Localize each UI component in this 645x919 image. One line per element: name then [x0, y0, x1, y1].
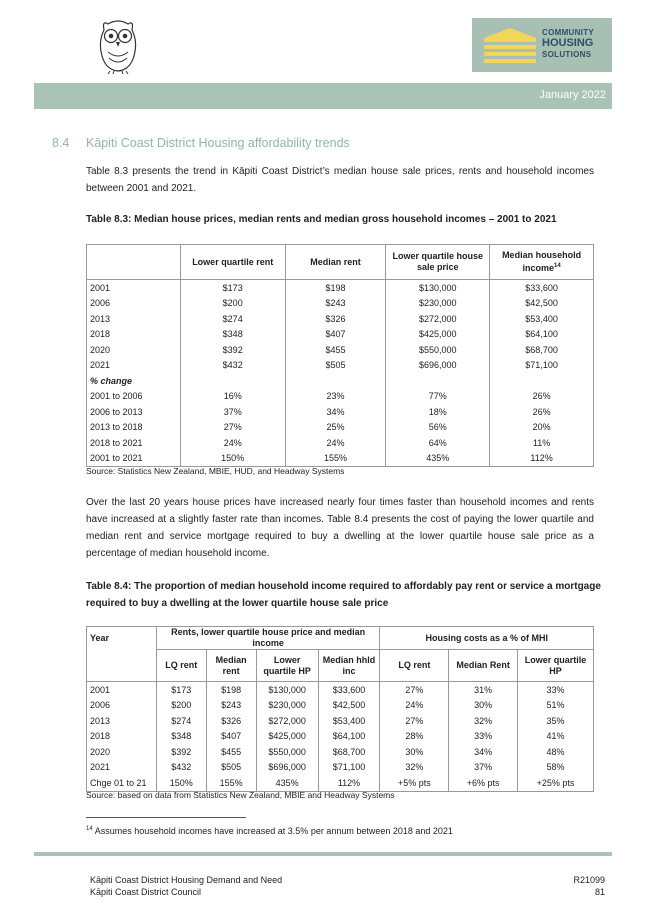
table2-subheader-blank	[87, 650, 157, 682]
table-cell: $392	[156, 744, 206, 760]
table-row	[87, 698, 594, 714]
header-date: January 2022	[539, 89, 606, 101]
table-cell: $68,700	[490, 342, 594, 358]
table-cell: 31%	[449, 682, 518, 698]
table-cell: $348	[156, 729, 206, 745]
change-label: % change	[87, 373, 181, 389]
table-cell: $696,000	[386, 358, 490, 374]
table-row	[87, 404, 594, 420]
footnote-text: Assumes household incomes have increased at 3.5% per annum between 2018 and 2021	[92, 826, 453, 836]
analysis-paragraph: Over the last 20 years house prices have increased nearly four times faster than household incomes and rents have increased at a slightly faster rate than incomes. Table 8.4 presents the cost of paying the lower quartile and median rent and service mortgage required to buy a dwelling at the lower quartile house sale price as a percentage of median household income.	[86, 497, 594, 559]
page-number: 81	[594, 887, 605, 897]
table-cell: 37%	[449, 760, 518, 776]
table-cell: 27%	[180, 420, 285, 436]
footer-band	[34, 852, 612, 856]
table-cell: 16%	[180, 389, 285, 405]
table-cell: 26%	[490, 389, 594, 405]
table-cell: $274	[180, 311, 285, 327]
table-cell: $455	[206, 744, 256, 760]
table-cell: $173	[156, 682, 206, 698]
table-cell: $425,000	[386, 327, 490, 343]
table1-header: Lower quartile house sale price	[386, 245, 490, 280]
table-cell: $432	[180, 358, 285, 374]
table-cell: $71,100	[490, 358, 594, 374]
section-title: Kāpiti Coast District Housing affordability trends	[86, 136, 350, 150]
table-cell: $71,100	[318, 760, 380, 776]
table-cell: $68,700	[318, 744, 380, 760]
table-cell	[386, 373, 490, 389]
header-band	[34, 83, 612, 109]
table-row	[87, 744, 594, 760]
row-label: 2021	[87, 358, 181, 374]
table-row	[87, 342, 594, 358]
table-cell: $407	[285, 327, 386, 343]
logo-line-2: HOUSING	[542, 37, 594, 49]
table-row	[87, 713, 594, 729]
table-cell: $130,000	[386, 280, 490, 296]
table-cell: $173	[180, 280, 285, 296]
table1-source: Source: Statistics New Zealand, MBIE, HUD, and Headway Systems	[86, 466, 345, 476]
table-row	[87, 280, 594, 296]
table2-group-2: Housing costs as a % of MHI	[380, 627, 594, 650]
table-cell: 112%	[490, 451, 594, 467]
table-cell: 24%	[285, 435, 386, 451]
footer-report-code: R21099	[573, 875, 605, 885]
table-row	[87, 296, 594, 312]
table-cell: 32%	[380, 760, 449, 776]
footnote-divider	[86, 817, 246, 818]
table2-subheader: Median Rent	[449, 650, 518, 682]
table-cell: 51%	[518, 698, 594, 714]
table-cell: 28%	[380, 729, 449, 745]
table-cell: 77%	[386, 389, 490, 405]
table-cell: $550,000	[256, 744, 318, 760]
row-label: 2006 to 2013	[87, 404, 181, 420]
table-cell: 155%	[285, 451, 386, 467]
table1-header	[490, 245, 594, 280]
table-cell: 435%	[386, 451, 490, 467]
row-label: 2020	[87, 342, 181, 358]
footnote-ref: 14	[553, 263, 561, 269]
table-cell	[180, 373, 285, 389]
footer-council: Kāpiti Coast District Council	[90, 887, 202, 897]
table-row	[87, 311, 594, 327]
table-cell: 34%	[449, 744, 518, 760]
table1-caption: Table 8.3: Median house prices, median rents and median gross household incomes – 2001 to 2021	[86, 214, 557, 225]
table-row	[87, 775, 594, 791]
table-cell: $274	[156, 713, 206, 729]
table-cell: 30%	[449, 698, 518, 714]
table-cell: 33%	[449, 729, 518, 745]
row-label: 2018 to 2021	[87, 435, 181, 451]
table-cell: $432	[156, 760, 206, 776]
table2-group-1: Rents, lower quartile house price and median income	[156, 627, 380, 650]
table-cell: $200	[156, 698, 206, 714]
table-cell: 32%	[449, 713, 518, 729]
logo-line-3: SOLUTIONS	[542, 50, 592, 59]
table-cell: $272,000	[386, 311, 490, 327]
row-label: Chge 01 to 21	[87, 775, 157, 791]
table-cell: $130,000	[256, 682, 318, 698]
table2-header-year: Year	[87, 627, 157, 650]
table-row	[87, 358, 594, 374]
table-cell: 150%	[180, 451, 285, 467]
table-cell: $33,600	[490, 280, 594, 296]
table1-header: Median rent	[285, 245, 386, 280]
footer-report-title: Kāpiti Coast District Housing Demand and Need	[90, 875, 283, 885]
table-cell: 150%	[156, 775, 206, 791]
row-label: 2001 to 2006	[87, 389, 181, 405]
table-cell: $425,000	[256, 729, 318, 745]
table-cell	[285, 373, 386, 389]
table-cell: 26%	[490, 404, 594, 420]
table-cell: $33,600	[318, 682, 380, 698]
footnote-number: 14	[86, 826, 93, 832]
table-cell	[490, 373, 594, 389]
table-cell: 18%	[386, 404, 490, 420]
table2-caption-line2: required to buy a dwelling at the lower quartile house sale price	[86, 598, 389, 609]
table-row	[87, 389, 594, 405]
table-cell: $326	[206, 713, 256, 729]
table-cell: $505	[206, 760, 256, 776]
table2-subheader: LQ rent	[156, 650, 206, 682]
row-label: 2006	[87, 698, 157, 714]
row-label: 2001	[87, 280, 181, 296]
table-cell: $505	[285, 358, 386, 374]
table-cell: 30%	[380, 744, 449, 760]
table-row	[87, 682, 594, 698]
section-heading	[52, 136, 350, 150]
footer-left	[90, 874, 282, 898]
table1-header-text: Median household income	[502, 250, 582, 273]
table2-caption	[86, 578, 601, 612]
owl-logo-icon	[94, 16, 142, 74]
row-label: 2020	[87, 744, 157, 760]
house-bars-icon	[480, 26, 538, 64]
table-cell: 112%	[318, 775, 380, 791]
row-label: 2001	[87, 682, 157, 698]
table-cell: 24%	[180, 435, 285, 451]
table-cell: $230,000	[256, 698, 318, 714]
table-row	[87, 327, 594, 343]
table-cell: 35%	[518, 713, 594, 729]
table-cell: $230,000	[386, 296, 490, 312]
table-cell: $42,500	[490, 296, 594, 312]
row-label: 2013	[87, 713, 157, 729]
table-cell: $64,100	[490, 327, 594, 343]
table-cell: 56%	[386, 420, 490, 436]
table-cell: 24%	[380, 698, 449, 714]
table2-caption-line1: Table 8.4: The proportion of median household income required to affordably pay rent or service a mortgage	[86, 581, 601, 592]
table-cell: 20%	[490, 420, 594, 436]
table-cell: 58%	[518, 760, 594, 776]
table-row	[87, 451, 594, 467]
table-cell: 27%	[380, 713, 449, 729]
table-8-3	[86, 244, 594, 467]
logo-line-1: COMMUNITY	[542, 28, 595, 37]
table2-subheader: LQ rent	[380, 650, 449, 682]
table-cell: 37%	[180, 404, 285, 420]
row-label: 2006	[87, 296, 181, 312]
table-row	[87, 760, 594, 776]
table-cell: $198	[285, 280, 386, 296]
row-label: 2001 to 2021	[87, 451, 181, 467]
table1-header-blank	[87, 245, 181, 280]
table-cell: $550,000	[386, 342, 490, 358]
table-cell: 33%	[518, 682, 594, 698]
row-label: 2021	[87, 760, 157, 776]
table-cell: 41%	[518, 729, 594, 745]
table-cell: 25%	[285, 420, 386, 436]
table-cell: +25% pts	[518, 775, 594, 791]
table-row	[87, 420, 594, 436]
table-cell: $392	[180, 342, 285, 358]
table-cell: +6% pts	[449, 775, 518, 791]
table-cell: 23%	[285, 389, 386, 405]
table2-subheader: Lower quartile HP	[518, 650, 594, 682]
footnote	[86, 826, 453, 836]
table-cell: 155%	[206, 775, 256, 791]
table-cell: $243	[285, 296, 386, 312]
table-cell: 64%	[386, 435, 490, 451]
intro-paragraph: Table 8.3 presents the trend in Kāpiti Coast District’s median house sale prices, rents and household incomes between 2001 and 2021.	[86, 166, 594, 194]
table-cell: $407	[206, 729, 256, 745]
table-cell: 435%	[256, 775, 318, 791]
row-label: 2018	[87, 729, 157, 745]
table2-subheader: Median hhld inc	[318, 650, 380, 682]
table-cell: $696,000	[256, 760, 318, 776]
table-cell: $53,400	[490, 311, 594, 327]
table2-subheader: Median rent	[206, 650, 256, 682]
row-label: 2018	[87, 327, 181, 343]
table-cell: $53,400	[318, 713, 380, 729]
table-cell: $64,100	[318, 729, 380, 745]
row-label: 2013	[87, 311, 181, 327]
table-row	[87, 435, 594, 451]
table-cell: $42,500	[318, 698, 380, 714]
section-number: 8.4	[52, 136, 70, 150]
table-cell: 48%	[518, 744, 594, 760]
row-label: 2013 to 2018	[87, 420, 181, 436]
table-8-4	[86, 626, 594, 792]
table2-subheader: Lower quartile HP	[256, 650, 318, 682]
community-housing-solutions-logo	[472, 18, 612, 72]
table-cell: 27%	[380, 682, 449, 698]
footer-right	[573, 874, 605, 898]
table-cell: 11%	[490, 435, 594, 451]
table1-header: Lower quartile rent	[180, 245, 285, 280]
table2-source: Source: based on data from Statistics New Zealand, MBIE and Headway Systems	[86, 790, 395, 800]
table-cell: $243	[206, 698, 256, 714]
table-row	[87, 373, 594, 389]
table-cell: 34%	[285, 404, 386, 420]
table-cell: $455	[285, 342, 386, 358]
table-row	[87, 729, 594, 745]
table-cell: $272,000	[256, 713, 318, 729]
table-cell: +5% pts	[380, 775, 449, 791]
table-cell: $198	[206, 682, 256, 698]
table-cell: $348	[180, 327, 285, 343]
table-cell: $326	[285, 311, 386, 327]
table-cell: $200	[180, 296, 285, 312]
